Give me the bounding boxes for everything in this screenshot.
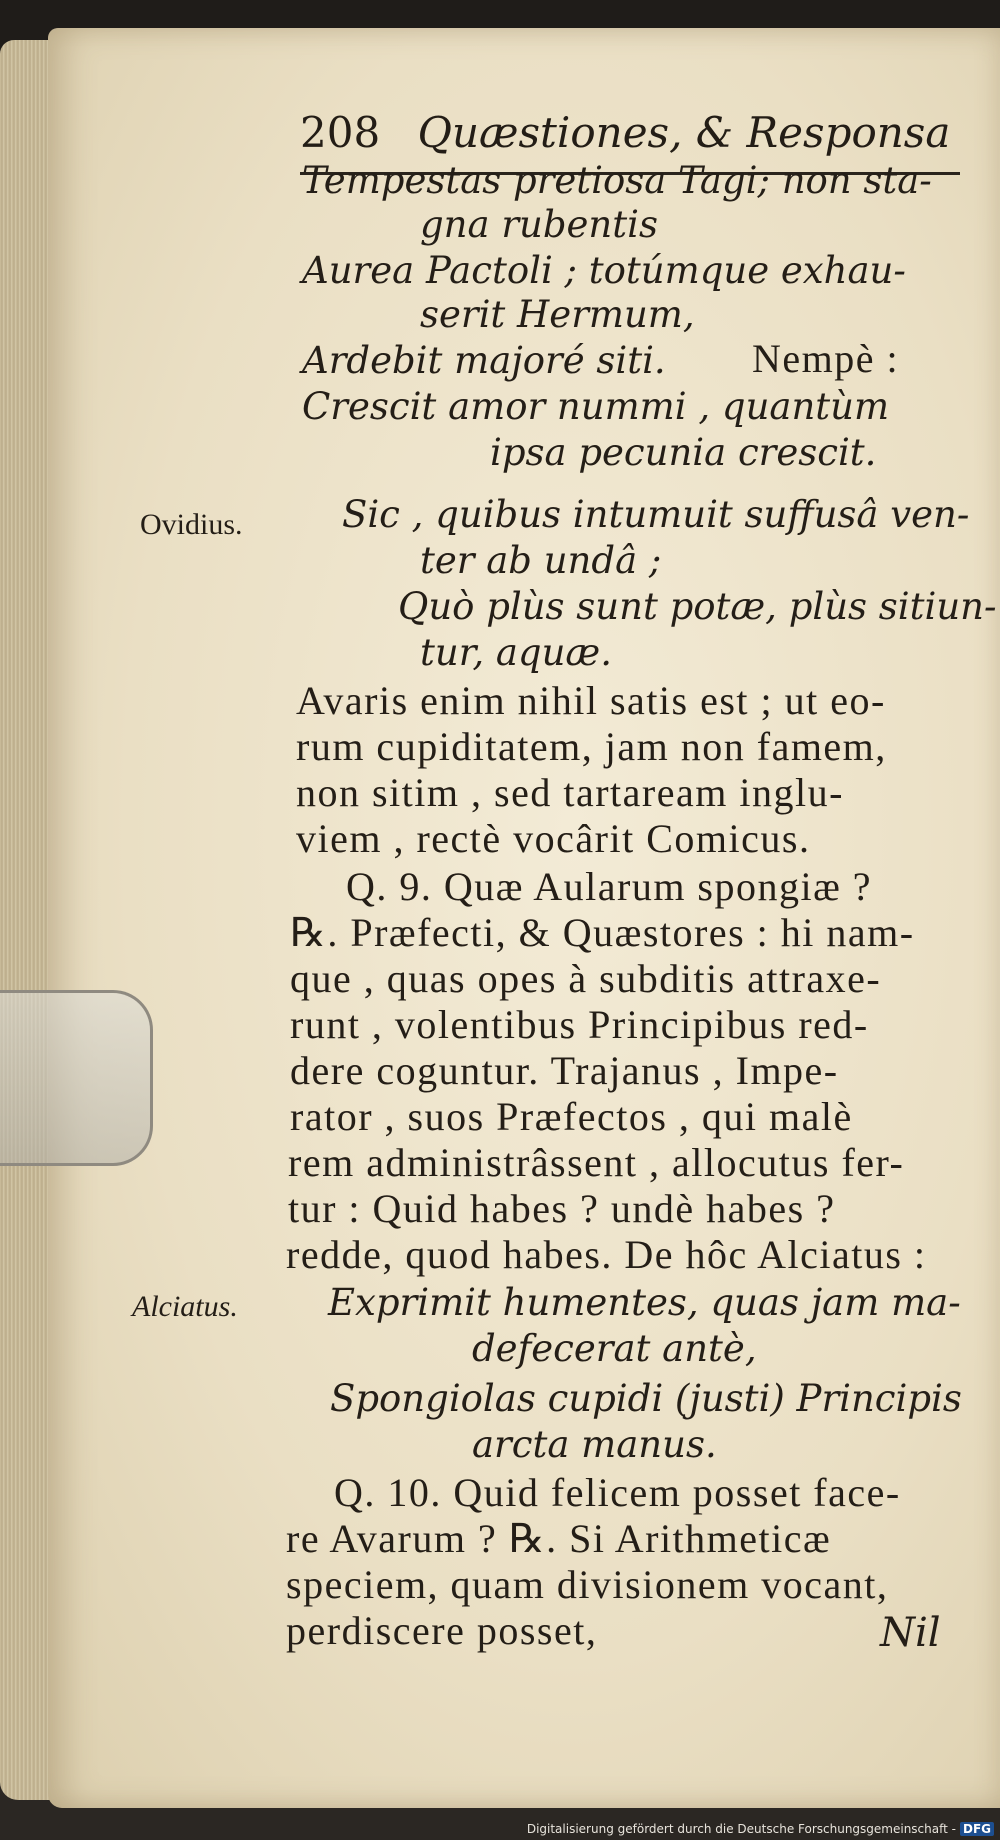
credit-text: Digitalisierung gefördert durch die Deutsche Forschungsgemeinschaft - xyxy=(526,1822,956,1836)
text-line: redde, quod habes. De hôc Alciatus : xyxy=(286,1232,927,1277)
text-line: tur : Quid habes ? undè habes ? xyxy=(288,1186,836,1231)
text-line: gna rubentis xyxy=(420,203,658,246)
text-line: Aurea Pactoli ; totúmque exhau- xyxy=(302,249,906,292)
text-line: Avaris enim nihil satis est ; ut eo- xyxy=(296,678,886,723)
text-line: ℞. Præfecti, & Quæstores : hi nam- xyxy=(290,910,915,955)
text-line: que , quas opes à subditis attraxe- xyxy=(290,956,882,1001)
text-line: ipsa pecunia crescit. xyxy=(490,431,877,474)
text-line: serit Hermum, xyxy=(420,293,695,336)
text-line: Q. 10. Quid felicem posset face- xyxy=(334,1470,901,1515)
text-line: rem administrâssent , allocutus fer- xyxy=(288,1140,905,1185)
text-line: ter ab undâ ; xyxy=(420,539,662,582)
text-line: Quò plùs sunt potæ, plùs sitiun- xyxy=(398,585,997,628)
text-line: Exprimit humentes, quas jam ma- xyxy=(328,1281,961,1324)
text-line: dere coguntur. Trajanus , Impe- xyxy=(290,1048,839,1093)
text-line: speciem, quam divisionem vocant, xyxy=(286,1562,889,1607)
catchword: Nil xyxy=(880,1610,941,1656)
running-head-title: Quæstiones, & Responsa xyxy=(417,108,951,157)
page-number: 208 xyxy=(300,108,381,157)
text-line: arcta manus. xyxy=(472,1423,717,1466)
text-line: rator , suos Præfectos , qui malè xyxy=(290,1094,853,1139)
margin-note-ovidius: Ovidius. xyxy=(140,508,243,541)
dfg-logo: DFG xyxy=(960,1822,994,1836)
text-line: Sic , quibus intumuit suffusâ ven- xyxy=(342,493,970,536)
text-line: rum cupiditatem, jam non famem, xyxy=(296,724,887,769)
text-line: perdiscere posset, xyxy=(286,1608,598,1653)
text-line: Nempè : xyxy=(752,336,900,381)
text-line: defecerat antè, xyxy=(472,1327,757,1370)
text-line: Ardebit majoré siti. xyxy=(302,339,666,382)
margin-note-alciatus: Alciatus. xyxy=(132,1290,238,1323)
text-line: runt , volentibus Principibus red- xyxy=(290,1002,869,1047)
page-holder-clip xyxy=(0,990,153,1166)
text-line: re Avarum ? ℞. Si Arithmeticæ xyxy=(286,1516,832,1561)
text-line: Spongiolas cupidi (justi) Principis xyxy=(330,1377,962,1420)
text-line: viem , rectè vocârit Comicus. xyxy=(296,816,811,861)
text-line: Tempestas pretiosa Tagi; non sta- xyxy=(302,159,932,202)
text-line: Crescit amor nummi , quantùm xyxy=(302,385,890,428)
text-line: Q. 9. Quæ Aularum spongiæ ? xyxy=(346,864,873,909)
digitization-credit xyxy=(527,1822,994,1836)
text-line: tur, aquæ. xyxy=(420,631,612,674)
text-line: non sitim , sed tartaream inglu- xyxy=(296,770,844,815)
